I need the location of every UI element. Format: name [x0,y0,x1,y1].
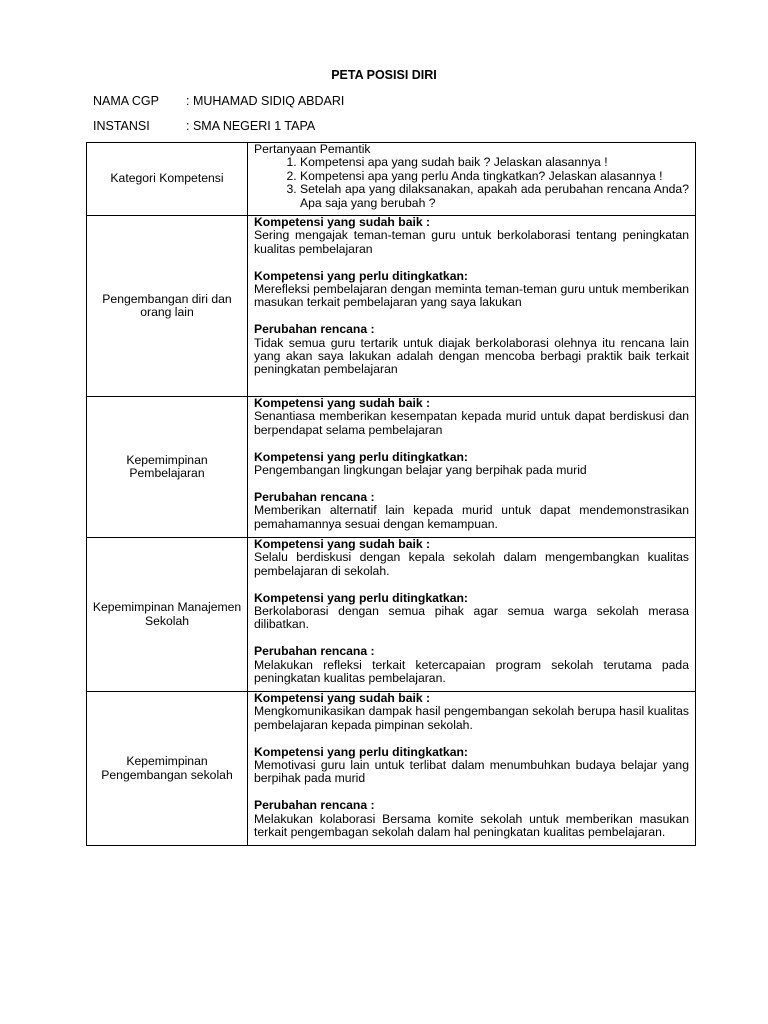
row-category: Kepemimpinan Pengembangan sekolah [87,692,248,846]
good-heading: Kompetensi yang sudah baik : [254,691,431,705]
change-text: Memberikan alternatif lain kepada murid untuk dapat mendemonstrasikan pemahamannya sesuai dengan kemampuan. [254,503,689,531]
improve-text: Pengembangan lingkungan belajar yang berpihak pada murid [254,463,587,478]
improve-text: Merefleksi pembelajaran dengan meminta teman-teman guru untuk memberikan masukan terkait pembelajaran yang saya lakukan [254,282,689,310]
questions-intro: Pertanyaan Pemantik [254,142,371,156]
meta-institution-label: INSTANSI [93,119,150,133]
change-heading: Perubahan rencana : [254,489,375,504]
question-item: 1. Kompetensi apa yang sudah baik ? Jelaskan alasannya ! [300,156,689,169]
good-heading: Kompetensi yang sudah baik : [254,537,431,551]
change-heading: Perubahan rencana : [254,798,375,813]
meta-institution-value: : SMA NEGERI 1 TAPA [186,119,316,133]
competency-table [86,142,696,846]
row-category: Kepemimpinan Pembelajaran [87,397,248,538]
row-content [248,397,696,538]
good-heading: Kompetensi yang sudah baik : [254,396,431,410]
meta-name-row [93,94,344,108]
improve-heading: Kompetensi yang perlu ditingkatkan: [254,268,468,283]
improve-text: Berkolaborasi dengan semua pihak agar semua warga sekolah merasa dilibatkan. [254,604,689,632]
row-content [248,216,696,397]
improve-heading: Kompetensi yang perlu ditingkatkan: [254,590,468,605]
table-row [87,397,696,538]
table-row [87,538,696,692]
question-item: 3. Setelah apa yang dilaksanakan, apakah ada perubahan rencana Anda? Apa saja yang berubah ? [300,183,689,210]
good-text: Sering mengajak teman-teman guru untuk berkolaborasi tentang peningkatan kualitas pembelajaran [254,228,689,256]
table-header-row [87,143,696,216]
meta-name-value: : MUHAMAD SIDIQ ABDARI [186,94,345,108]
meta-name-label: NAMA CGP [93,94,159,108]
good-text: Mengkomunikasikan dampak hasil pengembangan sekolah berupa hasil kualitas pembelajaran kepada pimpinan sekolah. [254,704,689,732]
improve-heading: Kompetensi yang perlu ditingkatkan: [254,449,468,464]
document-title: PETA POSISI DIRI [331,68,437,82]
good-text: Senantiasa memberikan kesempatan kepada murid untuk dapat berdiskusi dan berpendapat selama pembelajaran [254,409,689,437]
header-questions-cell [248,143,696,216]
change-text: Tidak semua guru tertarik untuk diajak berkolaborasi olehnya itu rencana lain yang akan saya lakukan adalah dengan mencoba berbagi praktik baik terkait peningkatan pembelajaran [254,335,689,377]
row-category: Pengembangan diri dan orang lain [87,216,248,397]
row-content [248,538,696,692]
change-heading: Perubahan rencana : [254,322,375,337]
change-text: Melakukan kolaborasi Bersama komite sekolah untuk memberikan masukan terkait pengembagan sekolah dalam hal peningkatan kualitas pembelajaran. [254,811,689,840]
questions-list [254,156,689,210]
header-category-cell: Kategori Kompetensi [87,143,248,216]
table-row [87,692,696,846]
improve-text: Memotivasi guru lain untuk terlibat dalam menumbuhkan budaya belajar yang berpihak pada murid [254,758,689,786]
question-item: 2. Kompetensi apa yang perlu Anda tingkatkan? Jelaskan alasannya ! [300,170,689,183]
meta-institution-row [93,119,315,133]
row-category: Kepemimpinan Manajemen Sekolah [87,538,248,692]
improve-heading: Kompetensi yang perlu ditingkatkan: [254,744,468,759]
change-text: Melakukan refleksi terkait ketercapaian program sekolah terutama pada peningkatan kualitas pembelajaran. [254,657,689,686]
good-text: Selalu berdiskusi dengan kepala sekolah dalam mengembangkan kualitas pembelajaran di sekolah. [254,550,689,578]
good-heading: Kompetensi yang sudah baik : [254,215,431,229]
change-heading: Perubahan rencana : [254,644,375,659]
table-row [87,216,696,397]
row-content [248,692,696,846]
